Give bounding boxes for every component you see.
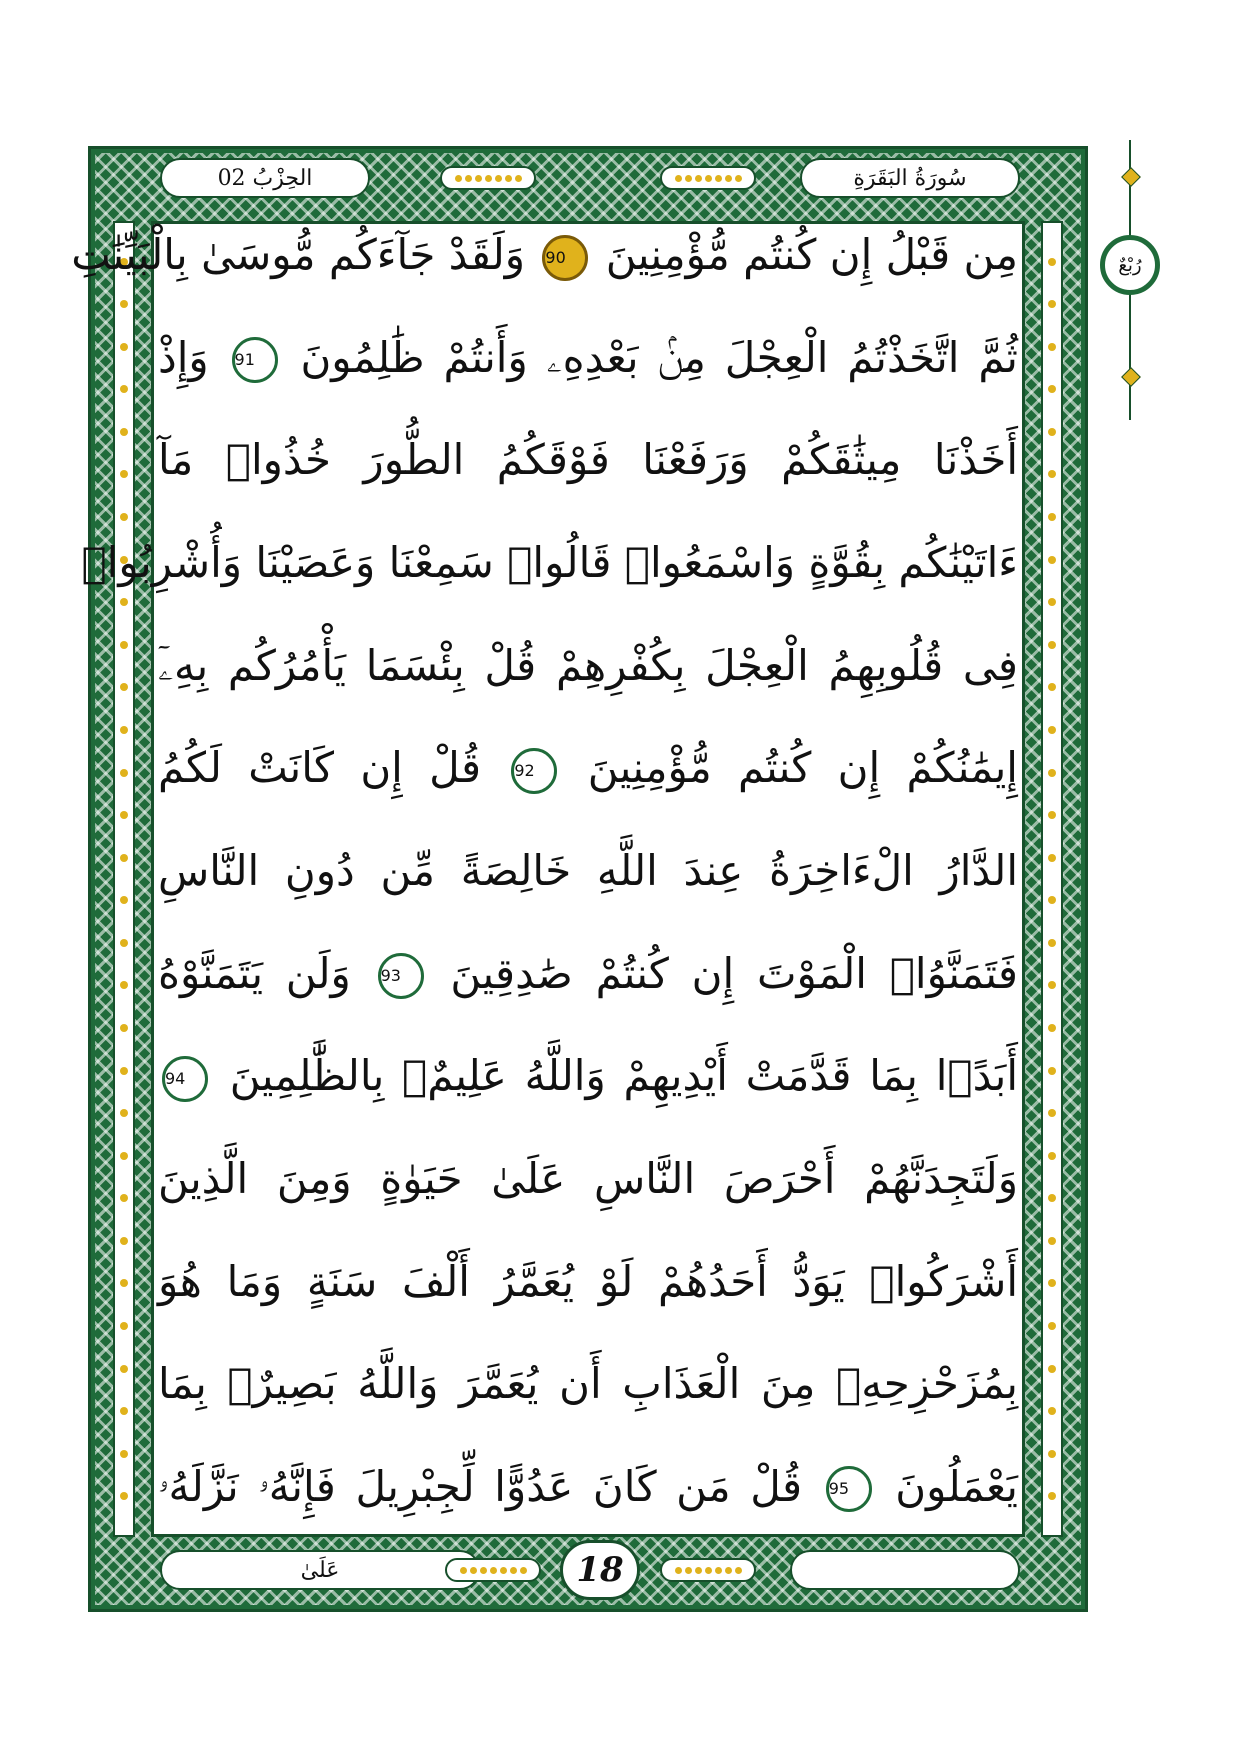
text-line-2 bbox=[158, 321, 1018, 405]
line-text: وَلَن يَتَمَنَّوْهُ bbox=[158, 948, 351, 998]
line-text: قُلْ إِن كَانَتْ لَكُمُ bbox=[158, 743, 482, 793]
gold-diamond-icon bbox=[1121, 167, 1141, 187]
ayah-marker: 93 bbox=[378, 953, 424, 999]
line-text: أَخَذْنَا مِيثَٰقَكُمْ وَرَفَعْنَا فَوْقَكُمُ الطُّورَ خُذُوا۟ مَآ bbox=[158, 435, 1018, 485]
surah-name: سُورَةُ البَقَرَةِ bbox=[853, 165, 967, 191]
line-text: وَإِذْ bbox=[158, 332, 209, 382]
line-text: قُلْ مَن كَانَ عَدُوًّا لِّجِبْرِيلَ فَإِنَّهُۥ نَزَّلَهُۥ bbox=[158, 1461, 803, 1511]
line-text: أَشْرَكُوا۟ يَوَدُّ أَحَدُهُمْ لَوْ يُعَمَّرُ أَلْفَ سَنَةٍ وَمَا هُوَ bbox=[158, 1256, 1018, 1306]
text-line-12 bbox=[158, 1347, 1018, 1431]
text-line-7 bbox=[158, 834, 1018, 918]
ayah-marker: 90 bbox=[542, 235, 588, 281]
line-text: فِى قُلُوبِهِمُ الْعِجْلَ بِكُفْرِهِمْ قُلْ بِئْسَمَا يَأْمُرُكُم بِهِۦٓ bbox=[158, 640, 1018, 690]
hizb-label: الحِزْبُ 02 bbox=[217, 165, 313, 191]
text-line-3 bbox=[158, 423, 1018, 507]
text-line-8 bbox=[158, 937, 1018, 1021]
gold-diamond-icon bbox=[1121, 367, 1141, 387]
footer-dotbar-right bbox=[660, 1558, 756, 1582]
line-text: ثُمَّ اتَّخَذْتُمُ الْعِجْلَ مِنۢ بَعْدِهِۦ وَأَنتُمْ ظَٰلِمُونَ bbox=[300, 332, 1018, 382]
text-line-11 bbox=[158, 1245, 1018, 1329]
page-number: 18 bbox=[560, 1540, 640, 1600]
line-text: الدَّارُ الْءَاخِرَةُ عِندَ اللَّهِ خَالِصَةً مِّن دُونِ النَّاسِ bbox=[158, 845, 1018, 895]
text-line-9 bbox=[158, 1039, 1018, 1123]
footer-cartouche-right bbox=[790, 1550, 1020, 1590]
surah-cartouche bbox=[800, 158, 1020, 198]
ayah-marker: 92 bbox=[511, 748, 557, 794]
line-text: مِن قَبْلُ إِن كُنتُم مُّؤْمِنِينَ bbox=[605, 230, 1018, 279]
line-text: أَبَدًۢا بِمَا قَدَّمَتْ أَيْدِيهِمْ وَاللَّهُ عَلِيمٌۢ بِالظَّٰلِمِينَ bbox=[229, 1051, 1019, 1101]
page-text bbox=[71, 218, 1019, 1534]
line-text: بِمُزَحْزِحِهِۦ مِنَ الْعَذَابِ أَن يُعَمَّرَ وَاللَّهُ بَصِيرٌۢ بِمَا bbox=[158, 1359, 1018, 1409]
text-line-4 bbox=[81, 526, 1018, 610]
next-word: عَلَىٰ bbox=[300, 1557, 340, 1583]
right-dot-column bbox=[1041, 221, 1063, 1537]
header-dotbar-right bbox=[660, 166, 756, 190]
text-line-10 bbox=[158, 1142, 1018, 1226]
next-word-cartouche bbox=[160, 1550, 480, 1590]
line-text: وَلَقَدْ جَآءَكُم مُّوسَىٰ بِالْبَيِّنَٰتِ bbox=[71, 230, 526, 279]
line-text: ءَاتَيْنَٰكُم بِقُوَّةٍ وَاسْمَعُوا۟ قَالُوا۟ سَمِعْنَا وَعَصَيْنَا وَأُشْرِبُوا۟ bbox=[81, 537, 1018, 587]
text-line-13 bbox=[158, 1450, 1018, 1534]
rub-marker bbox=[1100, 140, 1160, 440]
footer-dotbar-left bbox=[445, 1558, 541, 1582]
rub-label: رُبْعٌ bbox=[1118, 254, 1142, 276]
ayah-marker: 91 bbox=[232, 337, 278, 383]
left-dot-column bbox=[113, 221, 135, 1537]
header-dotbar-left bbox=[440, 166, 536, 190]
rub-medallion bbox=[1100, 235, 1160, 295]
line-text: وَلَتَجِدَنَّهُمْ أَحْرَصَ النَّاسِ عَلَىٰ حَيَوٰةٍ وَمِنَ الَّذِينَ bbox=[158, 1153, 1018, 1203]
text-line-6 bbox=[158, 731, 1018, 815]
line-text: فَتَمَنَّوُا۟ الْمَوْتَ إِن كُنتُمْ صَٰدِقِينَ bbox=[450, 948, 1018, 998]
line-text: يَعْمَلُونَ bbox=[895, 1461, 1018, 1511]
hizb-cartouche bbox=[160, 158, 370, 198]
ayah-marker: 94 bbox=[162, 1056, 208, 1102]
ayah-marker: 95 bbox=[826, 1466, 872, 1512]
text-line-5 bbox=[158, 629, 1018, 713]
line-text: إِيمَٰنُكُمْ إِن كُنتُم مُّؤْمِنِينَ bbox=[587, 743, 1018, 793]
text-line-1 bbox=[71, 218, 1018, 302]
